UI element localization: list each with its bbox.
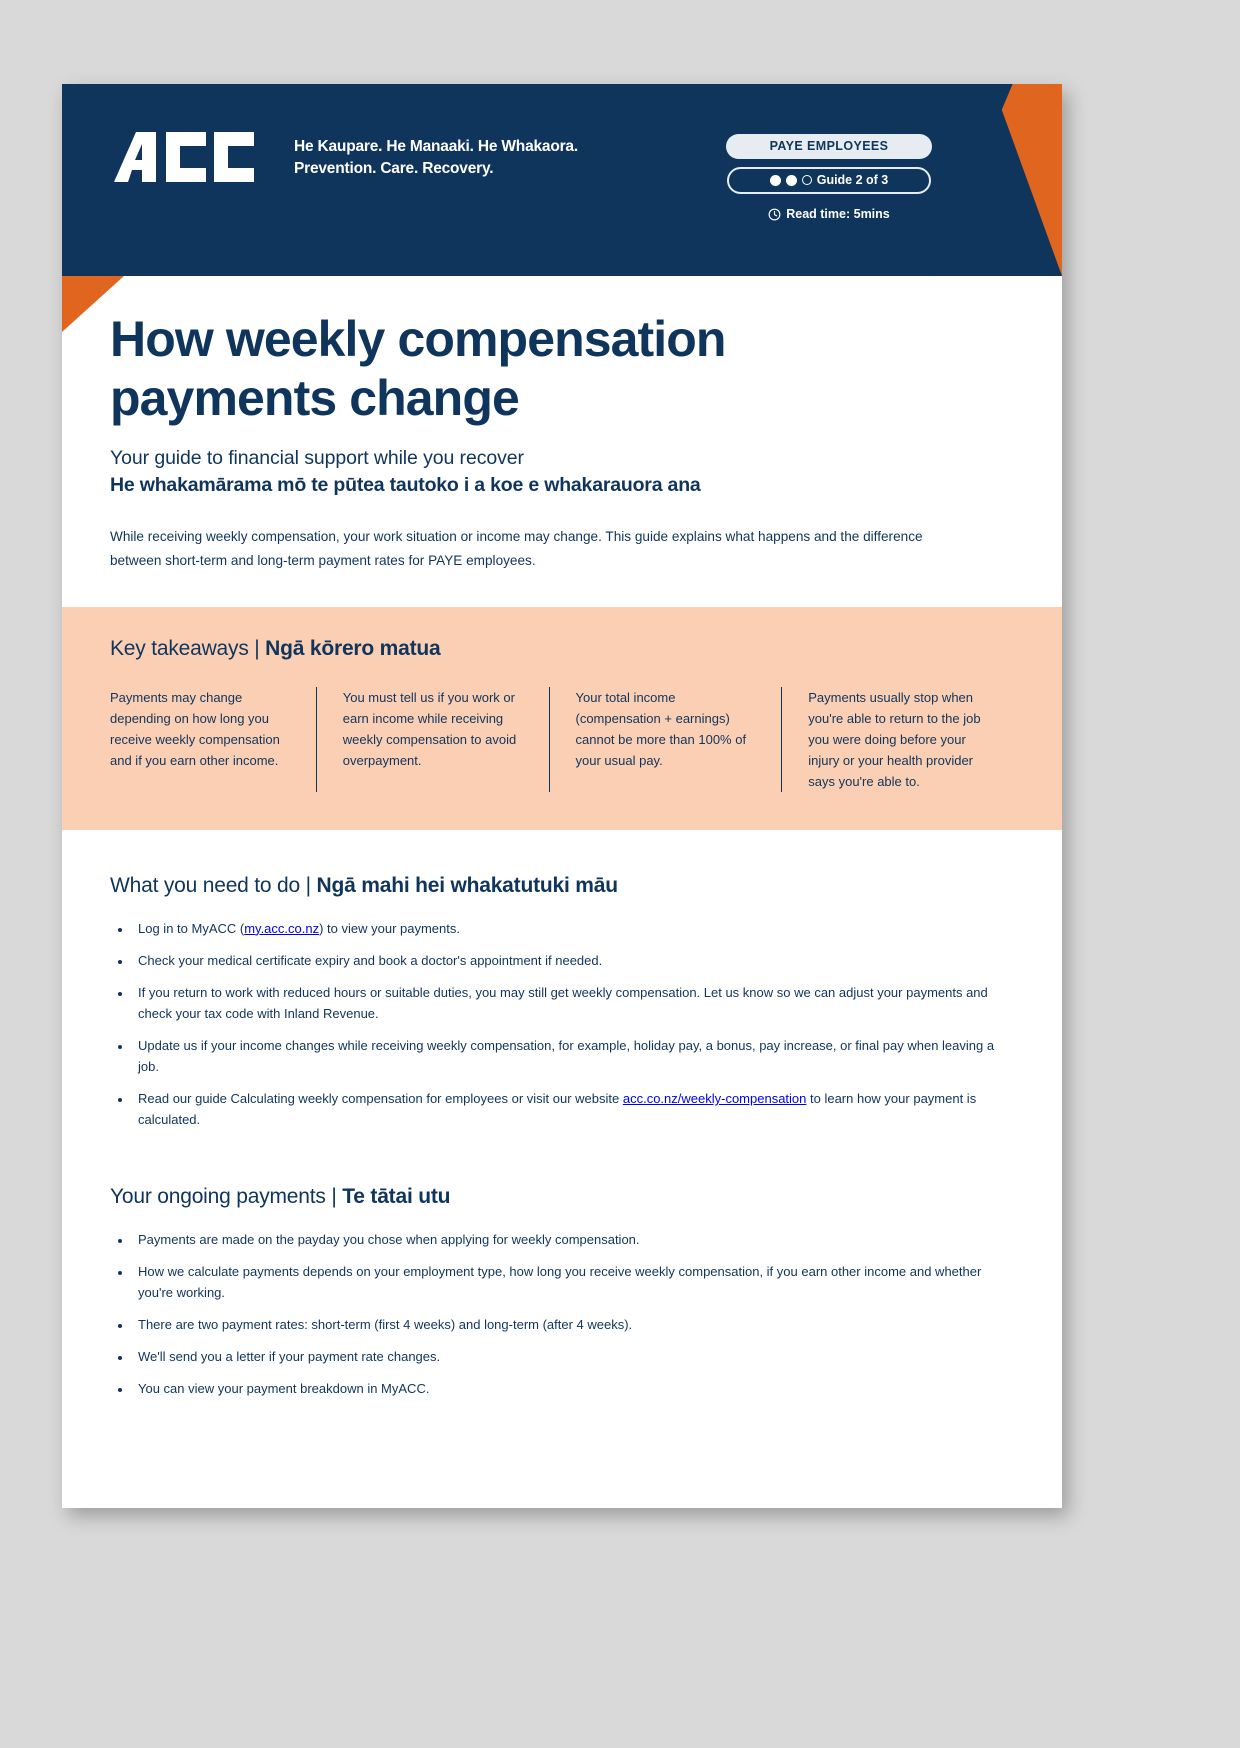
list-item [132,950,1006,971]
list-item: • Payments are made on the payday you chose when applying for weekly compensation. [132,1229,1006,1250]
acc-tagline [294,136,578,180]
takeaway-column: Payments usually stop when you're able to return to the job you were doing before your injury or your health provider says you're able to. [781,687,1014,792]
what-to-do-list [110,918,1006,1130]
list-item-text: to learn how your payment is calculated. [138,1091,977,1128]
key-takeaways-section [62,607,1062,830]
tagline-line-en: Prevention. Care. Recovery. [294,160,494,177]
page-bottom-space [62,1410,1062,1508]
list-item [132,1035,1006,1077]
key-takeaways-heading-en: Key takeaways | [110,636,266,660]
list-item-text: Update us if your income changes while receiving weekly compensation, for example, holiday pay, a bonus, pay increase, or final pay when leaving a job. [138,1037,995,1075]
key-takeaways-heading [110,637,1014,661]
ongoing-heading-en: Your ongoing payments | [110,1185,343,1209]
key-takeaways-heading-mi: Ngā kōrero matua [265,636,441,660]
read-time [714,207,944,221]
guide-progress-label: Guide 2 of 3 [816,173,889,187]
clock-icon [768,208,781,221]
list-item: • You can view your payment breakdown in MyACC. [132,1378,1006,1399]
list-item-text: Log in to MyACC ( [138,920,245,936]
page-title: How weekly compensation payments change [110,311,726,426]
read-time-label: Read time: 5mins [786,207,890,221]
what-to-do-heading-en: What you need to do | [110,873,317,897]
progress-dot-filled-1 [770,175,781,186]
list-item [132,918,1006,939]
list-item [132,1088,1006,1130]
progress-dot-filled-2 [786,175,797,186]
what-to-do-heading [110,874,1006,898]
list-item-text: ) to view your payments. [319,920,460,936]
what-you-need-to-do-section [62,830,1062,1130]
ongoing-payments-section [62,1141,1062,1399]
myacc-link[interactable]: my.acc.co.nz [244,920,320,936]
ongoing-heading-mi: Te tātai utu [342,1185,451,1209]
intro-paragraph: While receiving weekly compensation, your work situation or income may change. This guide explains what happens and the difference between short-term and long-term payment rates for PAYE employees. [110,529,923,568]
list-item: • There are two payment rates: short-term (first 4 weeks) and long-term (after 4 weeks). [132,1314,1006,1335]
ongoing-payments-heading [110,1185,1006,1209]
list-item: • We'll send you a letter if your payment rate changes. [132,1346,1006,1367]
list-item-text: If you return to work with reduced hours or suitable duties, you may still get weekly compensation. Let us know so we can adjust your payments and check your tax code with Inland Revenue. [138,984,988,1021]
header-badges [714,134,944,221]
document-page [62,84,1062,1508]
takeaway-column: You must tell us if you work or earn income while receiving weekly compensation to avoid overpayment. [316,687,549,792]
weekly-compensation-link[interactable]: acc.co.nz/weekly-compensation [622,1091,807,1107]
subtitle-english: Your guide to financial support while you recover [110,447,524,469]
what-to-do-heading-mi: Ngā mahi hei whakatutuki māu [316,873,618,897]
ongoing-payments-list [110,1229,1006,1399]
list-item: • How we calculate payments depends on your employment type, how long you receive weekly compensation, if you earn other income and whether you're working. [132,1261,1006,1303]
subtitle-maori: He whakamārama mō te pūtea tautoko i a koe e whakarauora ana [110,474,701,496]
takeaway-column: Your total income (compensation + earnings) cannot be more than 100% of your usual pay. [549,687,782,792]
list-item [132,982,1006,1024]
title-area [62,276,1062,607]
document-header [62,84,1062,276]
list-item-text: Read our guide Calculating weekly compensation for employees or visit our website [138,1091,623,1107]
acc-logo [110,126,260,188]
list-item-text: Check your medical certificate expiry and book a doctor's appointment if needed. [138,952,603,968]
guide-progress-badge [727,167,931,194]
key-takeaways-columns [110,687,1014,792]
progress-dot-empty-3 [802,175,812,185]
audience-badge: PAYE EMPLOYEES [726,134,932,159]
takeaway-column: Payments may change depending on how long you receive weekly compensation and if you earn other income. [110,689,280,768]
tagline-line-mi: He Kaupare. He Manaaki. He Whakaora. [294,138,578,155]
